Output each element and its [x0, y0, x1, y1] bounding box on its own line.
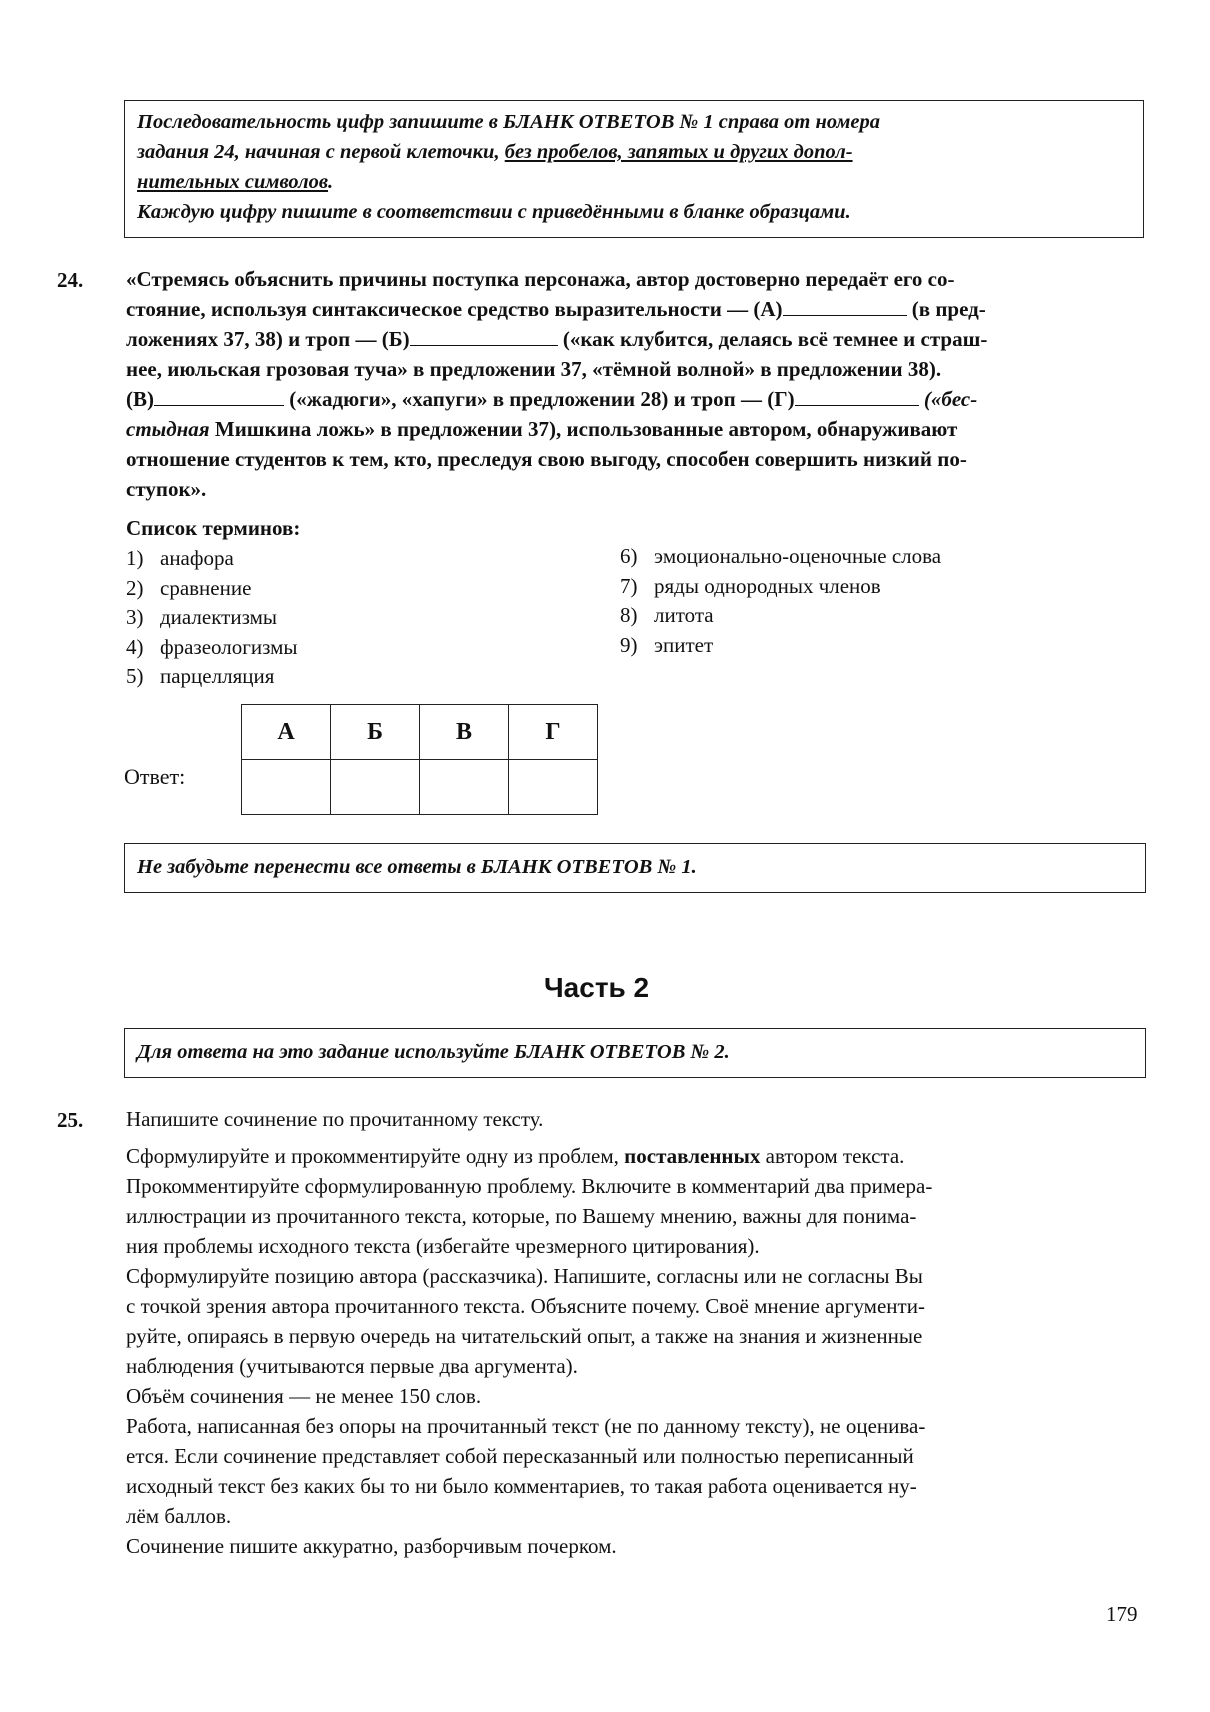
term-number: 2) — [126, 575, 144, 600]
task-24-text — [126, 264, 1144, 504]
term-item — [126, 633, 298, 663]
task-24-line-6 — [126, 414, 1144, 444]
reminder-text: Не забудьте перенести все ответы в БЛАНК ОТВЕТОВ № 1. — [137, 856, 697, 878]
term-number: 8) — [620, 603, 638, 627]
part-2-box-text: Для ответа на это задание используйте БЛАНК ОТВЕТОВ № 2. — [137, 1041, 730, 1063]
answer-cell-g[interactable] — [509, 760, 598, 815]
term-text: диалектизмы — [160, 605, 277, 629]
task-25-line-10: Объём сочинения — не менее 150 слов. — [126, 1384, 482, 1408]
instruction-line-1: Последовательность цифр запишите в БЛАНК ОТВЕТОВ № 1 справа от номера — [137, 111, 880, 133]
task-24-line-3b: («как клубится, делаясь всё темнее и страш- — [557, 327, 988, 351]
term-number: 4) — [126, 634, 144, 659]
answer-cell-b[interactable] — [331, 760, 420, 815]
answer-header-b: Б — [331, 705, 420, 760]
blank-v — [154, 385, 284, 406]
terms-right-column — [620, 542, 941, 660]
instruction-line-2-text: задания 24, начиная с первой клеточки, — [137, 141, 505, 163]
task-24-line-3 — [126, 324, 1144, 354]
task-24-line-2a: стояние, используя синтаксическое средство выразительности — (А) — [126, 297, 783, 321]
instruction-box — [124, 100, 1144, 238]
blank-a — [783, 295, 907, 316]
task-25-line-9: наблюдения (учитываются первые два аргумента). — [126, 1354, 578, 1378]
instruction-line-3-end: . — [328, 171, 334, 193]
part-2-box — [124, 1028, 1146, 1078]
task-24-line-5c: («бес- — [918, 387, 978, 411]
instruction-line-4: Каждую цифру пишите в соответствии с приведёнными в бланке образцами. — [137, 201, 851, 223]
task-25-bold-word: поставленных — [624, 1144, 761, 1168]
term-text: сравнение — [160, 575, 252, 600]
task-24-line-7: отношение студентов к тем, кто, преследуя свою выгоду, способен совершить низкий по- — [126, 447, 967, 471]
term-item — [620, 572, 941, 602]
answer-label: Ответ: — [124, 764, 186, 789]
term-text: эпитет — [654, 632, 714, 657]
task-25-number: 25. — [57, 1108, 84, 1132]
term-item — [620, 631, 941, 661]
part-2-heading: Часть 2 — [544, 972, 650, 1003]
task-24-line-5b: («жадюги», «хапуги» в предложении 28) и троп — (Г) — [284, 387, 795, 411]
task-25-line-12: ется. Если сочинение представляет собой пересказанный или полностью переписанный — [126, 1444, 914, 1468]
answer-header-v: В — [420, 705, 509, 760]
instruction-line-2-underlined: без пробелов, запятых и других допол- — [504, 141, 853, 163]
blank-g — [795, 385, 919, 406]
task-25-line-11: Работа, написанная без опоры на прочитанный текст (не по данному тексту), не оценива- — [126, 1414, 926, 1438]
blank-b — [410, 325, 558, 346]
task-24-line-6b: Мишкина ложь» в предложении 37), использованные автором, обнаруживают — [209, 417, 958, 441]
task-24-line-4: нее, июльская грозовая туча» в предложении 37, «тёмной волной» в предложении 38). — [126, 357, 942, 381]
term-number: 1) — [126, 546, 144, 570]
term-item — [620, 601, 941, 631]
term-item — [620, 542, 941, 572]
instruction-line-3 — [137, 167, 1131, 197]
answer-header-g: Г — [509, 705, 598, 760]
term-text: фразеологизмы — [160, 634, 298, 659]
reminder-box — [124, 843, 1146, 893]
task-24-number: 24. — [57, 268, 84, 292]
task-24-line-8: ступок». — [126, 477, 207, 501]
task-25-line-1: Напишите сочинение по прочитанному тексту. — [126, 1107, 544, 1131]
term-number: 6) — [620, 544, 638, 568]
task-24-line-2 — [126, 294, 1144, 324]
task-25-line-7: с точкой зрения автора прочитанного текста. Объясните почему. Своё мнение аргументи- — [126, 1294, 925, 1318]
instruction-line-3-underlined: нительных символов — [137, 171, 329, 193]
task-24-line-5 — [126, 384, 1144, 414]
term-number: 9) — [620, 632, 638, 657]
task-25-line-3: Прокомментируйте сформулированную проблему. Включите в комментарий два примера- — [126, 1174, 933, 1198]
task-24-line-2b: (в пред- — [906, 297, 986, 321]
term-text: ряды однородных членов — [654, 573, 881, 598]
term-text: литота — [654, 603, 714, 627]
terms-left-column — [126, 544, 298, 692]
term-item — [126, 603, 298, 633]
task-25-line-15: Сочинение пишите аккуратно, разборчивым почерком. — [126, 1534, 617, 1558]
term-text: эмоционально-оценочные слова — [654, 544, 942, 568]
answer-header-a: А — [242, 705, 331, 760]
task-25-body — [126, 1141, 1144, 1561]
task-25-line-2-text: Сформулируйте и прокомментируйте одну из проблем, — [126, 1144, 619, 1168]
term-item — [126, 544, 298, 574]
task-25-line-6: Сформулируйте позицию автора (рассказчика). Напишите, согласны или не согласны Вы — [126, 1264, 923, 1288]
term-item — [126, 574, 298, 604]
answer-table — [241, 704, 598, 815]
task-25-line-14: лём баллов. — [126, 1504, 232, 1528]
task-24-line-3a: ложениях 37, 38) и троп — (Б) — [126, 327, 410, 351]
term-text: анафора — [160, 546, 234, 570]
task-25-line-8: руйте, опираясь в первую очередь на читательский опыт, а также на знания и жизненные — [126, 1324, 923, 1348]
term-number: 3) — [126, 605, 144, 629]
task-25-line-5: ния проблемы исходного текста (избегайте чрезмерного цитирования). — [126, 1234, 760, 1258]
task-24-line-5a: (В) — [126, 387, 154, 411]
terms-title: Список терминов: — [126, 516, 301, 540]
answer-input-row — [242, 760, 598, 815]
task-25-line-2 — [126, 1141, 1144, 1171]
answer-cell-v[interactable] — [420, 760, 509, 815]
task-24-line-1: «Стремясь объяснить причины поступка персонажа, автор достоверно передаёт его со- — [126, 267, 955, 291]
page-number: 179 — [1106, 1602, 1138, 1626]
term-item — [126, 662, 298, 692]
term-number: 7) — [620, 573, 638, 598]
task-24-line-6a: стыдная — [126, 417, 210, 441]
answer-cell-a[interactable] — [242, 760, 331, 815]
answer-header-row — [242, 705, 598, 760]
term-text: парцелляция — [160, 664, 275, 688]
instruction-line-2 — [137, 137, 1131, 167]
task-25-line-2-tail: автором текста. — [765, 1144, 905, 1168]
task-25-line-4: иллюстрации из прочитанного текста, которые, по Вашему мнению, важны для понима- — [126, 1204, 917, 1228]
task-25-line-13: исходный текст без каких бы то ни было комментариев, то такая работа оценивается ну- — [126, 1474, 917, 1498]
term-number: 5) — [126, 664, 144, 688]
